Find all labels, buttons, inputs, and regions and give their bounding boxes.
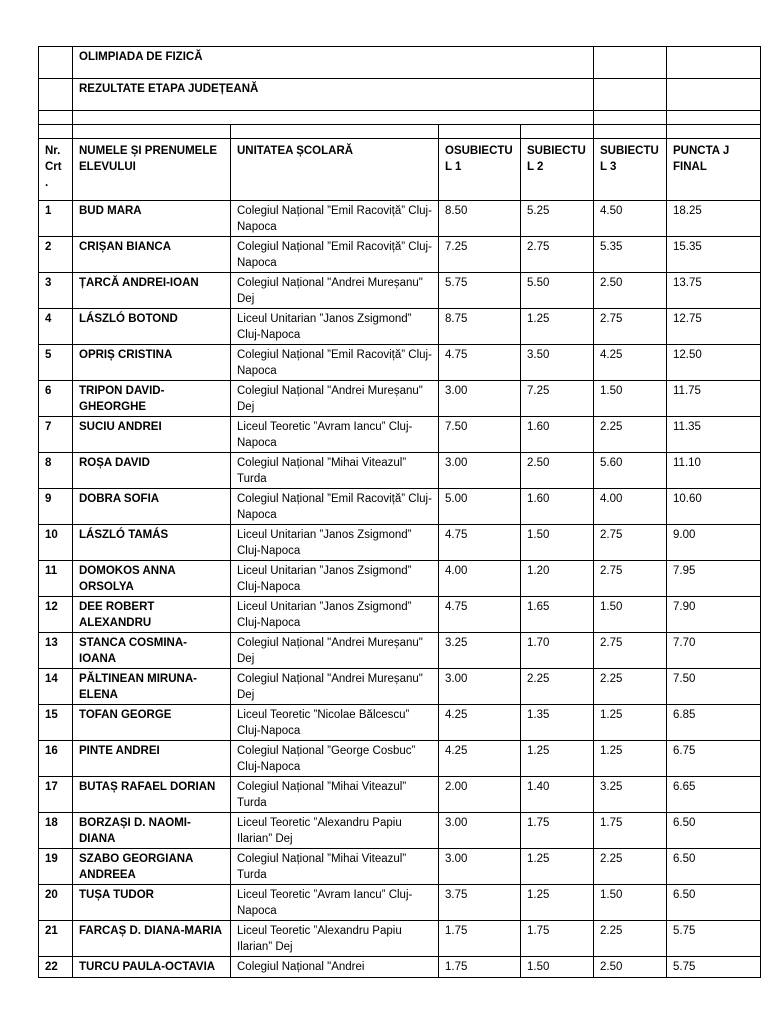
cell-school: Liceul Unitarian ”Janos Zsigmond” Cluj-Napoca — [231, 597, 439, 633]
cell-final-score: 15.35 — [667, 237, 761, 273]
header-school: UNITATEA ȘCOLARĂ — [231, 139, 439, 201]
cell-subject-1: 5.75 — [439, 273, 521, 309]
cell-subject-2: 1.35 — [521, 705, 594, 741]
cell-final-score: 10.60 — [667, 489, 761, 525]
cell-final-score: 9.00 — [667, 525, 761, 561]
cell-nr: 21 — [39, 921, 73, 957]
cell-nr: 3 — [39, 273, 73, 309]
cell-subject-2: 1.40 — [521, 777, 594, 813]
cell-subject-2: 2.75 — [521, 237, 594, 273]
cell-subject-2: 7.25 — [521, 381, 594, 417]
cell-nr: 14 — [39, 669, 73, 705]
table-row — [39, 813, 761, 849]
cell-subject-2: 3.50 — [521, 345, 594, 381]
cell-subject-1: 4.75 — [439, 345, 521, 381]
cell-subject-3: 1.25 — [594, 741, 667, 777]
cell-subject-3: 4.00 — [594, 489, 667, 525]
cell-subject-3: 2.25 — [594, 417, 667, 453]
cell-final-score: 11.35 — [667, 417, 761, 453]
cell-student-name: STANCA COSMINA-IOANA — [73, 633, 231, 669]
cell-subject-1: 4.00 — [439, 561, 521, 597]
cell-student-name: LÁSZLÓ BOTOND — [73, 309, 231, 345]
cell-school: Colegiul Național ”George Cosbuc” Cluj-Napoca — [231, 741, 439, 777]
cell-final-score: 6.85 — [667, 705, 761, 741]
cell-student-name: SZABO GEORGIANA ANDREEA — [73, 849, 231, 885]
cell-subject-3: 5.35 — [594, 237, 667, 273]
cell-school: Liceul Teoretic ”Nicolae Bălcescu” Cluj-Napoca — [231, 705, 439, 741]
cell-subject-2: 1.60 — [521, 417, 594, 453]
cell-nr: 20 — [39, 885, 73, 921]
cell-school: Colegiul Național ”Mihai Viteazul” Turda — [231, 777, 439, 813]
title-row — [39, 47, 761, 79]
cell-nr: 22 — [39, 957, 73, 978]
cell-student-name: TOFAN GEORGE — [73, 705, 231, 741]
cell-student-name: DOBRA SOFIA — [73, 489, 231, 525]
table-row — [39, 525, 761, 561]
table-row — [39, 669, 761, 705]
cell-subject-3: 2.25 — [594, 669, 667, 705]
cell-student-name: ROȘA DAVID — [73, 453, 231, 489]
cell-subject-2: 1.50 — [521, 957, 594, 978]
cell-subject-3: 2.50 — [594, 957, 667, 978]
cell-subject-2: 1.25 — [521, 741, 594, 777]
cell-final-score: 6.50 — [667, 885, 761, 921]
header-subject-3: SUBIECTU L 3 — [594, 139, 667, 201]
cell-nr: 12 — [39, 597, 73, 633]
cell-subject-2: 1.20 — [521, 561, 594, 597]
cell-final-score: 12.75 — [667, 309, 761, 345]
cell-nr: 6 — [39, 381, 73, 417]
cell-subject-3: 4.25 — [594, 345, 667, 381]
cell-school: Colegiul Național "Andrei Mureșanu" Dej — [231, 669, 439, 705]
table-row — [39, 561, 761, 597]
cell-subject-2: 2.50 — [521, 453, 594, 489]
cell-nr: 16 — [39, 741, 73, 777]
table-row — [39, 345, 761, 381]
cell-school: Colegiul Național ”Mihai Viteazul” Turda — [231, 849, 439, 885]
cell-subject-2: 1.25 — [521, 309, 594, 345]
header-final-score: PUNCTA J FINAL — [667, 139, 761, 201]
cell-school: Liceul Teoretic ”Avram Iancu” Cluj-Napoca — [231, 417, 439, 453]
cell-final-score: 12.50 — [667, 345, 761, 381]
cell-subject-2: 1.25 — [521, 885, 594, 921]
cell-nr: 10 — [39, 525, 73, 561]
cell-final-score: 7.70 — [667, 633, 761, 669]
cell-student-name: TURCU PAULA-OCTAVIA — [73, 957, 231, 978]
cell-final-score: 5.75 — [667, 921, 761, 957]
table-row — [39, 201, 761, 237]
header-name: NUMELE ȘI PRENUMELE ELEVULUI — [73, 139, 231, 201]
cell-subject-1: 3.00 — [439, 453, 521, 489]
cell-student-name: DEE ROBERT ALEXANDRU — [73, 597, 231, 633]
spacer-row — [39, 125, 761, 139]
cell-subject-1: 3.00 — [439, 381, 521, 417]
table-row — [39, 849, 761, 885]
cell-subject-1: 3.75 — [439, 885, 521, 921]
cell-subject-2: 5.50 — [521, 273, 594, 309]
cell-student-name: BORZAȘI D. NAOMI-DIANA — [73, 813, 231, 849]
cell-subject-2: 2.25 — [521, 669, 594, 705]
cell-final-score: 6.65 — [667, 777, 761, 813]
cell-nr: 19 — [39, 849, 73, 885]
cell-school: Colegiul Național ”Mihai Viteazul” Turda — [231, 453, 439, 489]
cell-final-score: 5.75 — [667, 957, 761, 978]
cell-subject-3: 4.50 — [594, 201, 667, 237]
table-row — [39, 489, 761, 525]
cell-student-name: DOMOKOS ANNA ORSOLYA — [73, 561, 231, 597]
spacer-row — [39, 111, 761, 125]
table-row — [39, 777, 761, 813]
cell-school: Colegiul Național "Andrei Mureșanu" Dej — [231, 273, 439, 309]
cell-subject-3: 1.50 — [594, 885, 667, 921]
header-subject-2: SUBIECTU L 2 — [521, 139, 594, 201]
cell-nr: 15 — [39, 705, 73, 741]
cell-subject-3: 2.50 — [594, 273, 667, 309]
cell-subject-1: 1.75 — [439, 957, 521, 978]
cell-school: Colegiul Național "Andrei Mureșanu" Dej — [231, 381, 439, 417]
cell-nr: 8 — [39, 453, 73, 489]
cell-subject-3: 1.50 — [594, 381, 667, 417]
cell-subject-1: 8.75 — [439, 309, 521, 345]
cell-subject-3: 1.25 — [594, 705, 667, 741]
cell-school: Liceul Teoretic ”Alexandru Papiu Ilarian” Dej — [231, 813, 439, 849]
cell-subject-3: 2.75 — [594, 309, 667, 345]
cell-nr: 11 — [39, 561, 73, 597]
cell-subject-3: 3.25 — [594, 777, 667, 813]
cell-school: Colegiul Național "Andrei — [231, 957, 439, 978]
cell-subject-3: 2.25 — [594, 849, 667, 885]
cell-subject-3: 2.75 — [594, 561, 667, 597]
cell-student-name: BUTAȘ RAFAEL DORIAN — [73, 777, 231, 813]
cell-final-score: 11.10 — [667, 453, 761, 489]
cell-subject-2: 1.25 — [521, 849, 594, 885]
cell-subject-1: 4.75 — [439, 525, 521, 561]
cell-school: Liceul Unitarian ”Janos Zsigmond” Cluj-Napoca — [231, 561, 439, 597]
cell-nr: 5 — [39, 345, 73, 381]
table-row — [39, 417, 761, 453]
cell-subject-1: 7.25 — [439, 237, 521, 273]
header-nr: Nr. Crt . — [39, 139, 73, 201]
table-row — [39, 381, 761, 417]
cell-final-score: 11.75 — [667, 381, 761, 417]
header-subject-1: OSUBIECTU L 1 — [439, 139, 521, 201]
cell-subject-3: 1.75 — [594, 813, 667, 849]
cell-subject-1: 3.00 — [439, 669, 521, 705]
table-row — [39, 921, 761, 957]
cell-nr: 18 — [39, 813, 73, 849]
cell-final-score: 7.95 — [667, 561, 761, 597]
cell-subject-2: 1.50 — [521, 525, 594, 561]
cell-final-score: 13.75 — [667, 273, 761, 309]
cell-subject-1: 3.00 — [439, 813, 521, 849]
cell-nr: 9 — [39, 489, 73, 525]
cell-student-name: TUȘA TUDOR — [73, 885, 231, 921]
cell-nr: 1 — [39, 201, 73, 237]
cell-subject-1: 2.00 — [439, 777, 521, 813]
cell-subject-3: 1.50 — [594, 597, 667, 633]
subtitle-row — [39, 79, 761, 111]
cell-student-name: SUCIU ANDREI — [73, 417, 231, 453]
cell-subject-3: 2.75 — [594, 633, 667, 669]
cell-nr: 13 — [39, 633, 73, 669]
table-row — [39, 957, 761, 978]
cell-final-score: 6.75 — [667, 741, 761, 777]
cell-school: Liceul Teoretic ”Avram Iancu” Cluj-Napoca — [231, 885, 439, 921]
document-title: OLIMPIADA DE FIZICĂ — [73, 47, 594, 79]
header-row — [39, 139, 761, 201]
cell-subject-2: 1.70 — [521, 633, 594, 669]
cell-student-name: ȚARCĂ ANDREI-IOAN — [73, 273, 231, 309]
cell-school: Colegiul Național ”Emil Racoviță” Cluj-Napoca — [231, 201, 439, 237]
cell-final-score: 7.50 — [667, 669, 761, 705]
cell-subject-2: 1.75 — [521, 813, 594, 849]
cell-final-score: 6.50 — [667, 849, 761, 885]
cell-subject-3: 2.75 — [594, 525, 667, 561]
table-row — [39, 633, 761, 669]
cell-student-name: LÁSZLÓ TAMÁS — [73, 525, 231, 561]
cell-student-name: BUD MARA — [73, 201, 231, 237]
cell-subject-1: 8.50 — [439, 201, 521, 237]
cell-subject-3: 5.60 — [594, 453, 667, 489]
cell-school: Colegiul Național "Andrei Mureșanu" Dej — [231, 633, 439, 669]
cell-subject-1: 4.25 — [439, 741, 521, 777]
cell-student-name: FARCAȘ D. DIANA-MARIA — [73, 921, 231, 957]
cell-student-name: TRIPON DAVID-GHEORGHE — [73, 381, 231, 417]
cell-subject-1: 3.25 — [439, 633, 521, 669]
cell-subject-1: 3.00 — [439, 849, 521, 885]
table-row — [39, 597, 761, 633]
table-row — [39, 273, 761, 309]
document-subtitle: REZULTATE ETAPA JUDEȚEANĂ — [73, 79, 594, 111]
cell-nr: 17 — [39, 777, 73, 813]
cell-student-name: PINTE ANDREI — [73, 741, 231, 777]
cell-school: Liceul Unitarian ”Janos Zsigmond” Cluj-Napoca — [231, 309, 439, 345]
cell-subject-3: 2.25 — [594, 921, 667, 957]
cell-final-score: 6.50 — [667, 813, 761, 849]
results-table — [38, 46, 761, 978]
cell-student-name: PĂLTINEAN MIRUNA-ELENA — [73, 669, 231, 705]
cell-school: Liceul Teoretic ”Alexandru Papiu Ilarian” Dej — [231, 921, 439, 957]
cell-subject-1: 5.00 — [439, 489, 521, 525]
cell-subject-2: 1.65 — [521, 597, 594, 633]
cell-nr: 4 — [39, 309, 73, 345]
table-row — [39, 885, 761, 921]
table-row — [39, 741, 761, 777]
cell-student-name: CRIȘAN BIANCA — [73, 237, 231, 273]
cell-school: Colegiul Național ”Emil Racoviță” Cluj-Napoca — [231, 237, 439, 273]
table-row — [39, 309, 761, 345]
cell-subject-1: 7.50 — [439, 417, 521, 453]
cell-subject-2: 1.60 — [521, 489, 594, 525]
document-page — [38, 46, 760, 978]
cell-subject-1: 4.25 — [439, 705, 521, 741]
cell-subject-1: 1.75 — [439, 921, 521, 957]
table-row — [39, 237, 761, 273]
cell-nr: 2 — [39, 237, 73, 273]
cell-subject-1: 4.75 — [439, 597, 521, 633]
cell-final-score: 7.90 — [667, 597, 761, 633]
table-row — [39, 453, 761, 489]
cell-subject-2: 5.25 — [521, 201, 594, 237]
cell-school: Liceul Unitarian ”Janos Zsigmond” Cluj-Napoca — [231, 525, 439, 561]
cell-school: Colegiul Național ”Emil Racoviță” Cluj-Napoca — [231, 489, 439, 525]
table-row — [39, 705, 761, 741]
cell-subject-2: 1.75 — [521, 921, 594, 957]
cell-nr: 7 — [39, 417, 73, 453]
cell-final-score: 18.25 — [667, 201, 761, 237]
cell-student-name: OPRIȘ CRISTINA — [73, 345, 231, 381]
cell-school: Colegiul Național ”Emil Racoviță” Cluj-Napoca — [231, 345, 439, 381]
